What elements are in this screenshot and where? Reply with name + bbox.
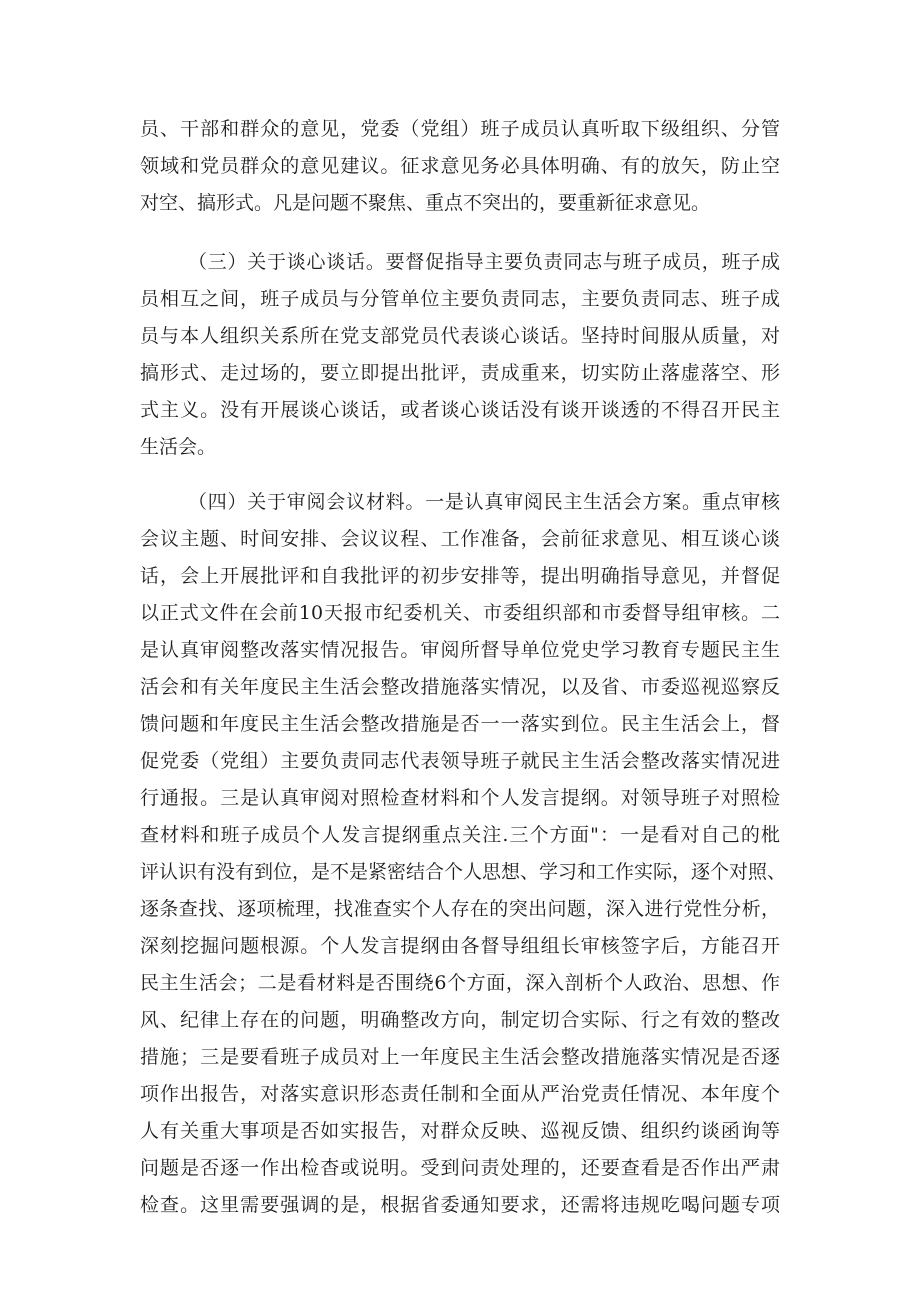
text-line: 员与本人组织关系所在党支部党员代表谈心谈话。坚持时间服从质量，对	[140, 325, 780, 347]
text-line: 搞形式、走过场的，要立即提出批评，责成重来，切实防止落虚落空、形	[140, 362, 780, 384]
text-line: 话，会上开展批评和自我批评的初步安排等，提出明确指导意见，并督促	[140, 565, 780, 587]
text-line: 人有关重大事项是否如实报告，对群众反映、巡视反馈、组织约谈函询等	[140, 1120, 780, 1142]
text-line: 对空、搞形式。凡是问题不聚焦、重点不突出的，要重新征求意见。	[140, 192, 711, 214]
text-line: 问题是否逐一作出检杳或说明。受到问责处理的，还要查看是否作出严肃	[140, 1157, 780, 1179]
text-line: 式主义。没有开展谈心谈话，或者谈心谈话没有谈开谈透的不得召开民主	[140, 399, 780, 421]
text-line: （三）关于谈心谈话。要督促指导主要负责同志与班子成员，班子成	[188, 251, 780, 273]
text-line: 活会和有关年度民主生活会整改措施落实情况，以及省、市委巡视巡察反	[140, 676, 780, 698]
text-line: 馈问题和年度民主生活会整改措施是否一一落实到位。民主生活会上，督	[140, 713, 780, 735]
text-line: 领域和党员群众的意见建议。征求意见务必具体明确、有的放矢，防止空	[140, 155, 780, 177]
text-line: 员相互之间，班子成员与分管单位主要负责同志，主要负责同志、班子成	[140, 288, 780, 310]
text-line: 深刻挖掘问题根源。个人发言提纲由各督导组组长审核签字后，方能召开	[140, 935, 780, 957]
text-line: 查材料和班子成员个人发言提纲重点关注.三个方面"：一是看对自己的枇	[140, 824, 780, 846]
paragraph-1	[140, 111, 780, 222]
text-line: 行通报。三是认真审阅对照检查材料和个人发言提纲。对领导班子对照检	[140, 787, 780, 809]
text-line: 项作出报告，对落实意识形态责任制和全面从严治党责任情况、本年度个	[140, 1083, 780, 1105]
text-line: 措施；三是要看班子成员对上一年度民主生活会整改措施落实情况是否逐	[140, 1046, 780, 1068]
text-line: 逐条查找、逐项梳理，找准查实个人存在的突出问题，深入进行党性分析，	[140, 898, 780, 920]
text-line: 评认识有没有到位，是不是紧密结合个人思想、学习和工作实际，逐个对照、	[140, 861, 787, 883]
paragraph-3-review-materials	[140, 484, 787, 1224]
text-line: 会议主题、时间安排、会议议程、工作准备，会前征求意见、相互谈心谈	[140, 528, 780, 550]
text-line: 是认真审阅整改落实情况报告。审阅所督导单位党史学习教育专题民主生	[140, 639, 780, 661]
text-line: 风、纪律上存在的问题，明确整改方向，制定切合实际、行之有效的整改	[140, 1009, 780, 1031]
text-line: 员、干部和群众的意见，党委（党组）班子成员认真听取下级组织、分管	[140, 118, 780, 140]
text-line: 检查。这里需要强调的是，根据省委通知要求，还需将违规吃喝问题专项	[140, 1194, 780, 1216]
paragraph-2-talks	[140, 244, 780, 466]
text-line: 促党委（党组）主要负责同志代表领导班子就民主生活会整改落实情况进	[140, 750, 780, 772]
text-line: （四）关于审阅会议材料。一是认真审阅民主生活会方案。重点审核	[188, 491, 780, 513]
text-line: 以正式文件在会前10天报市纪委机关、市委组织部和市委督导组审核。二	[140, 602, 780, 624]
text-line: 生活会。	[140, 436, 217, 458]
text-line: 民主生活会；二是看材料是否围绕6个方面，深入剖析个人政治、思想、作	[140, 972, 780, 994]
